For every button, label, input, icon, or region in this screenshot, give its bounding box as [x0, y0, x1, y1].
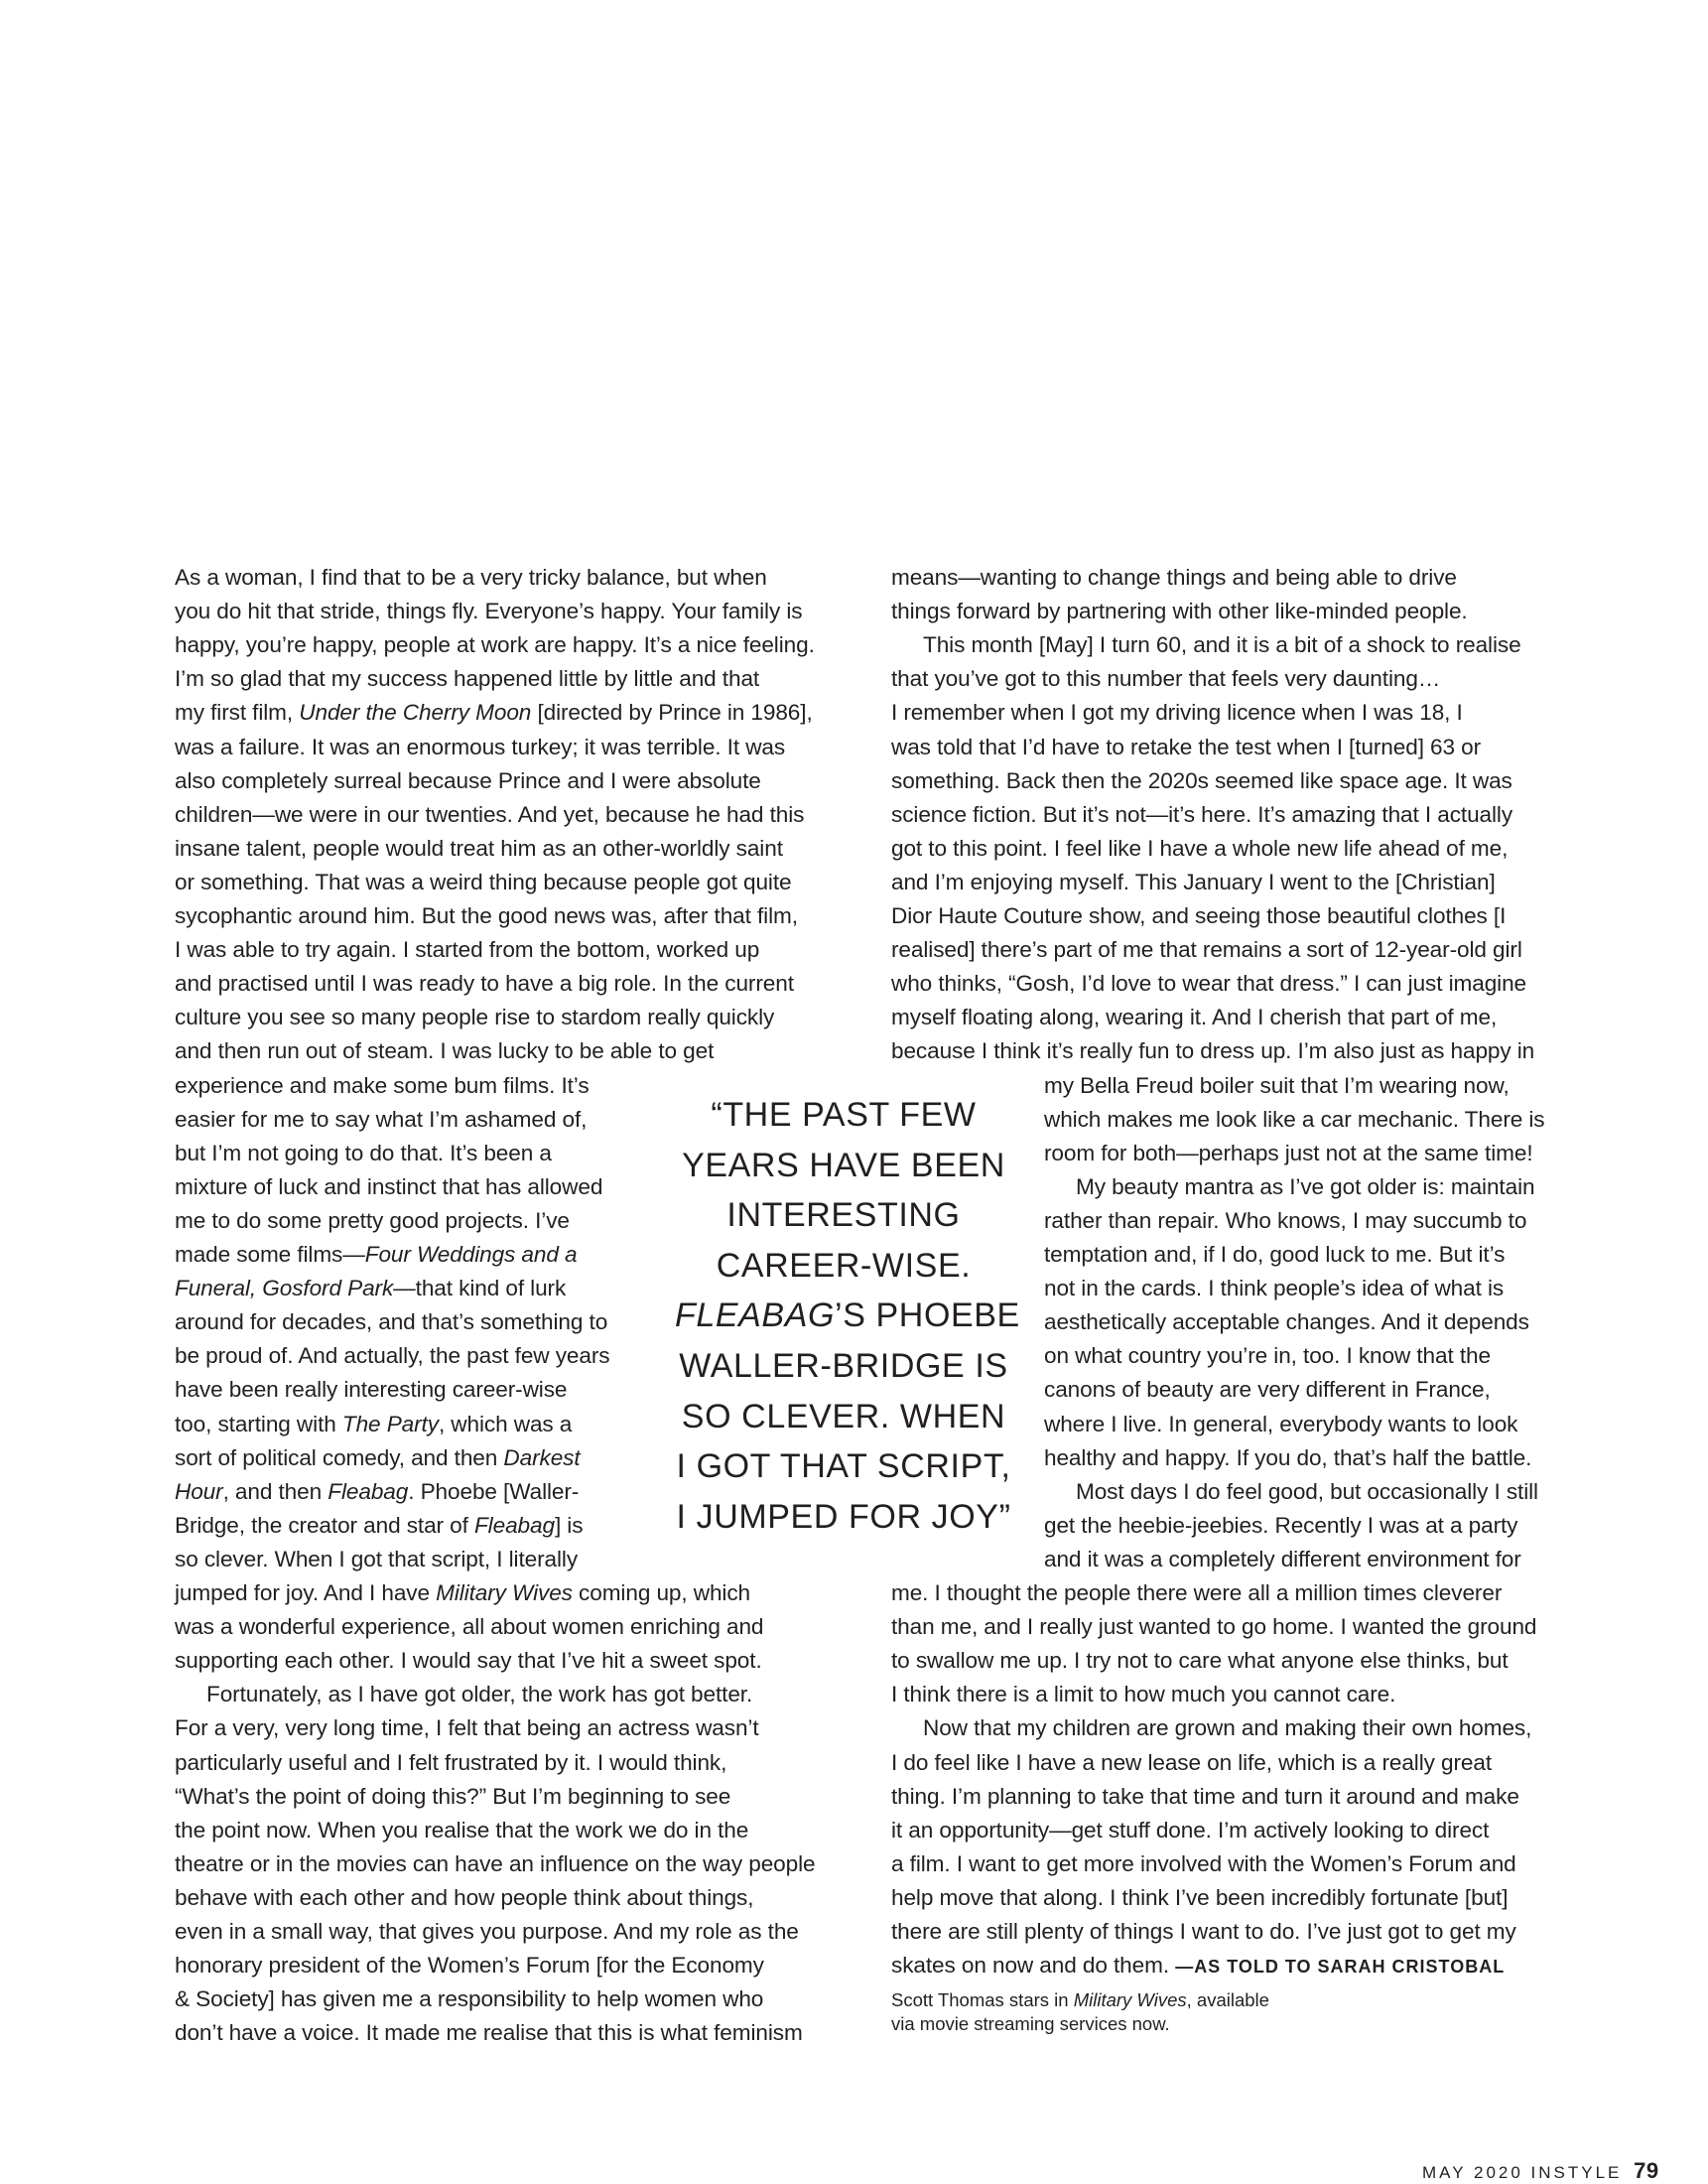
- body-text-line: I was able to try again. I started from the bottom, worked up: [175, 937, 760, 963]
- body-text-line: particularly useful and I felt frustrated by it. I would think,: [175, 1749, 727, 1775]
- body-text-line: thing. I’m planning to take that time and turn it around and make: [891, 1783, 1519, 1809]
- body-text-line: or something. That was a weird thing because people got quite: [175, 869, 792, 894]
- body-text-line: my first film, Under the Cherry Moon [directed by Prince in 1986],: [175, 700, 813, 726]
- body-text-line: be proud of. And actually, the past few years: [175, 1343, 610, 1369]
- body-text-line: was a wonderful experience, all about women enriching and: [175, 1614, 764, 1640]
- pull-quote-line: “THE PAST FEW: [711, 1096, 977, 1134]
- body-text-line: and it was a completely different environment for: [1044, 1546, 1521, 1571]
- body-text-line: Hour, and then Fleabag. Phoebe [Waller-: [175, 1478, 580, 1504]
- body-text-line: children—we were in our twenties. And yet, because he had this: [175, 801, 805, 827]
- body-text-line: it an opportunity—get stuff done. I’m actively looking to direct: [891, 1817, 1490, 1843]
- body-text-line: me. I thought the people there were all a million times cleverer: [891, 1580, 1503, 1605]
- body-text-line: there are still plenty of things I want to do. I’ve just got to get my: [891, 1919, 1516, 1944]
- pull-quote-line: I JUMPED FOR JOY”: [676, 1497, 1011, 1536]
- body-text-line: around for decades, and that’s something to: [175, 1309, 608, 1335]
- body-text-line: realised] there’s part of me that remains a sort of 12-year-old girl: [891, 937, 1522, 963]
- body-text-line: temptation and, if I do, good luck to me. But it’s: [1044, 1242, 1506, 1267]
- body-text-line: on what country you’re in, too. I know that the: [1044, 1343, 1491, 1369]
- body-text-line: canons of beauty are very different in France,: [1044, 1377, 1491, 1403]
- body-text-line: happy, you’re happy, people at work are happy. It’s a nice feeling.: [175, 632, 815, 658]
- body-text-line: was told that I’d have to retake the test when I [turned] 63 or: [891, 734, 1482, 759]
- body-text-line: things forward by partnering with other like-minded people.: [891, 599, 1468, 624]
- body-text-line: to swallow me up. I try not to care what anyone else thinks, but: [891, 1648, 1509, 1674]
- body-text-line: easier for me to say what I’m ashamed of,: [175, 1106, 588, 1132]
- body-text-line: something. Back then the 2020s seemed like space age. It was: [891, 767, 1512, 793]
- body-text-line: my Bella Freud boiler suit that I’m wearing now,: [1044, 1072, 1510, 1098]
- body-text-line: honorary president of the Women’s Forum [for the Economy: [175, 1953, 764, 1979]
- body-text-line: rather than repair. Who knows, I may succumb to: [1044, 1207, 1527, 1233]
- body-text-line: Funeral, Gosford Park—that kind of lurk: [175, 1276, 567, 1301]
- author-byline: —AS TOLD TO SARAH CRISTOBAL: [1175, 1957, 1506, 1978]
- body-text-line: I’m so glad that my success happened little by little and that: [175, 666, 760, 692]
- caption-line: Scott Thomas stars in Military Wives, available: [891, 1989, 1269, 2010]
- body-text-line: was a failure. It was an enormous turkey; it was terrible. It was: [175, 734, 786, 759]
- body-text-line: not in the cards. I think people’s idea of what is: [1044, 1276, 1505, 1301]
- body-text-line: than me, and I really just wanted to go home. I wanted the ground: [891, 1614, 1537, 1640]
- body-text-line: aesthetically acceptable changes. And it depends: [1044, 1309, 1529, 1335]
- footer-issue-label: MAY 2020 INSTYLE: [1422, 2163, 1623, 2182]
- body-text-line: This month [May] I turn 60, and it is a bit of a shock to realise: [923, 632, 1521, 658]
- body-text-line: Now that my children are grown and making their own homes,: [923, 1715, 1532, 1741]
- body-text-line: have been really interesting career-wise: [175, 1377, 568, 1403]
- pull-quote-line: INTERESTING: [726, 1196, 961, 1235]
- body-text-line: Bridge, the creator and star of Fleabag] is: [175, 1512, 584, 1538]
- body-text-line: the point now. When you realise that the work we do in the: [175, 1817, 749, 1843]
- body-text-line: so clever. When I got that script, I literally: [175, 1546, 579, 1571]
- body-text-line: I think there is a limit to how much you cannot care.: [891, 1682, 1396, 1707]
- body-text-line: because I think it’s really fun to dress up. I’m also just as happy in: [891, 1038, 1535, 1064]
- body-text-line: help move that along. I think I’ve been incredibly fortunate [but]: [891, 1884, 1509, 1910]
- body-text-line: don’t have a voice. It made me realise that this is what feminism: [175, 2020, 803, 2046]
- body-text-line: supporting each other. I would say that I’ve hit a sweet spot.: [175, 1648, 762, 1674]
- body-text-line: culture you see so many people rise to stardom really quickly: [175, 1005, 775, 1030]
- body-text-line: skates on now and do them. —AS TOLD TO SARAH CRISTOBAL: [891, 1953, 1506, 1979]
- caption-line: via movie streaming services now.: [891, 2013, 1170, 2034]
- body-text-line: I do feel like I have a new lease on life, which is a really great: [891, 1749, 1493, 1775]
- body-text-line: mixture of luck and instinct that has allowed: [175, 1173, 603, 1199]
- body-text-line: Dior Haute Couture show, and seeing those beautiful clothes [I: [891, 903, 1507, 928]
- body-text-line: room for both—perhaps just not at the same time!: [1044, 1140, 1533, 1165]
- body-text-line: & Society] has given me a responsibility to help women who: [175, 1986, 764, 2012]
- body-text-line: theatre or in the movies can have an influence on the way people: [175, 1850, 816, 1876]
- pull-quote-line: CAREER-WISE.: [716, 1246, 972, 1285]
- page-number: 79: [1634, 2158, 1659, 2183]
- body-text-line: science fiction. But it’s not—it’s here. It’s amazing that I actually: [891, 801, 1513, 827]
- pull-quote-line: I GOT THAT SCRIPT,: [676, 1447, 1011, 1486]
- body-text-line: insane talent, people would treat him as an other-worldly saint: [175, 835, 783, 861]
- body-text-line: but I’m not going to do that. It’s been a: [175, 1140, 552, 1165]
- body-text-line: who thinks, “Gosh, I’d love to wear that dress.” I can just imagine: [891, 971, 1527, 997]
- body-text-line: I remember when I got my driving licence when I was 18, I: [891, 700, 1463, 726]
- body-text-line: made some films—Four Weddings and a: [175, 1242, 578, 1267]
- body-text-line: which makes me look like a car mechanic. There is: [1044, 1106, 1545, 1132]
- body-text-line: For a very, very long time, I felt that being an actress wasn’t: [175, 1715, 759, 1741]
- body-text-line: me to do some pretty good projects. I’ve: [175, 1207, 570, 1233]
- body-text-line: “What’s the point of doing this?” But I’m beginning to see: [175, 1783, 731, 1809]
- body-text-line: got to this point. I feel like I have a whole new life ahead of me,: [891, 835, 1509, 861]
- body-text-line: sycophantic around him. But the good news was, after that film,: [175, 903, 798, 928]
- body-text-line: means—wanting to change things and being able to drive: [891, 565, 1457, 590]
- pull-quote-line: WALLER-BRIDGE IS: [679, 1347, 1008, 1385]
- body-text-line: As a woman, I find that to be a very tricky balance, but when: [175, 565, 767, 590]
- body-text-line: jumped for joy. And I have Military Wives coming up, which: [175, 1580, 751, 1605]
- body-text-line: healthy and happy. If you do, that’s half the battle.: [1044, 1444, 1532, 1470]
- body-text-line: and I’m enjoying myself. This January I went to the [Christian]: [891, 869, 1496, 894]
- body-text-line: a film. I want to get more involved with the Women’s Forum and: [891, 1850, 1516, 1876]
- pull-quote-line: YEARS HAVE BEEN: [682, 1146, 1005, 1184]
- pull-quote-line: SO CLEVER. WHEN: [681, 1397, 1006, 1435]
- body-text-line: you do hit that stride, things fly. Everyone’s happy. Your family is: [175, 599, 803, 624]
- body-text-line: also completely surreal because Prince and I were absolute: [175, 767, 761, 793]
- body-text-line: too, starting with The Party, which was a: [175, 1411, 573, 1436]
- body-text-line: My beauty mantra as I’ve got older is: maintain: [1076, 1173, 1535, 1199]
- body-text-line: get the heebie-jeebies. Recently I was at a party: [1044, 1512, 1518, 1538]
- body-text-line: where I live. In general, everybody wants to look: [1044, 1411, 1518, 1436]
- pull-quote-line: FLEABAG’S PHOEBE: [675, 1297, 1020, 1335]
- body-text-line: behave with each other and how people think about things,: [175, 1884, 754, 1910]
- body-text-line: and then run out of steam. I was lucky to be able to get: [175, 1038, 715, 1064]
- body-text-line: Fortunately, as I have got older, the work has got better.: [206, 1682, 753, 1707]
- body-text-line: Most days I do feel good, but occasionally I still: [1076, 1478, 1538, 1504]
- body-text-line: and practised until I was ready to have a big role. In the current: [175, 971, 794, 997]
- body-text-line: that you’ve got to this number that feels very daunting…: [891, 666, 1441, 692]
- body-text-line: sort of political comedy, and then Darkest: [175, 1444, 581, 1470]
- body-text-line: even in a small way, that gives you purpose. And my role as the: [175, 1919, 799, 1944]
- body-text-line: experience and make some bum films. It’s: [175, 1072, 590, 1098]
- page-footer: [1422, 2158, 1659, 2184]
- body-text-line: myself floating along, wearing it. And I cherish that part of me,: [891, 1005, 1498, 1030]
